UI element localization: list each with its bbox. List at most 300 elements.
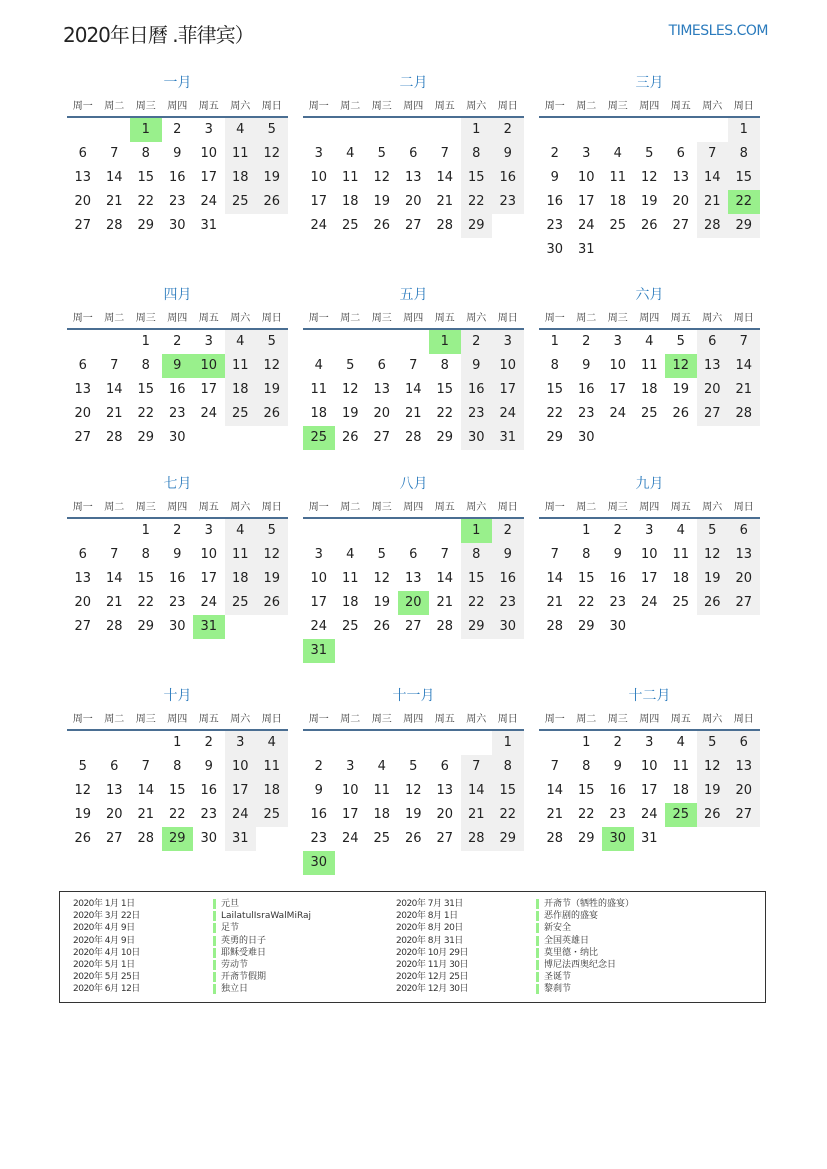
day-cell: 4 <box>314 358 323 373</box>
day-cell: 20 <box>105 807 123 822</box>
day-cell: 24 <box>200 406 218 421</box>
weekday-header: 周一 <box>544 101 565 112</box>
legend-holiday-name: 莫里德・纳比 <box>544 947 599 958</box>
day-cell: 4 <box>346 547 355 562</box>
day-cell: 11 <box>310 382 328 397</box>
legend-date: 2020年 5月 25日 <box>73 972 140 983</box>
holiday-day-cell: 1 <box>429 330 461 354</box>
weekday-header: 周日 <box>733 101 754 112</box>
holiday-day-cell: 31 <box>303 639 335 663</box>
legend-holiday-name: 独立日 <box>221 984 249 995</box>
legend-marker <box>536 960 539 970</box>
day-cell: 30 <box>609 619 627 634</box>
holiday-day-cell: 31 <box>193 615 225 639</box>
legend-marker <box>213 960 216 970</box>
day-cell: 11 <box>672 547 690 562</box>
weekday-header: 周五 <box>670 101 691 112</box>
day-cell: 3 <box>613 334 622 349</box>
day-cell: 9 <box>314 783 323 798</box>
day-cell: 25 <box>225 190 257 214</box>
day-cell: 27 <box>728 591 760 615</box>
day-cell: 4 <box>346 146 355 161</box>
day-cell: 9 <box>492 142 524 166</box>
weekday-header: 周四 <box>639 502 660 513</box>
day-cell: 5 <box>78 759 87 774</box>
day-cell: 9 <box>613 759 622 774</box>
day-cell: 29 <box>137 619 155 634</box>
day-cell: 20 <box>697 378 729 402</box>
day-cell: 22 <box>492 803 524 827</box>
day-cell: 28 <box>728 402 760 426</box>
day-cell: 11 <box>225 142 257 166</box>
day-cell: 19 <box>256 567 288 591</box>
day-cell: 30 <box>461 426 493 450</box>
legend-marker <box>213 911 216 921</box>
day-cell: 18 <box>609 194 627 209</box>
weekday-header: 周三 <box>607 714 628 725</box>
holiday-day-cell: 12 <box>665 354 697 378</box>
legend-date: 2020年 12月 30日 <box>396 984 469 995</box>
legend-date: 2020年 8月 1日 <box>396 911 458 922</box>
day-cell: 1 <box>461 118 493 142</box>
month-block <box>539 71 760 281</box>
day-cell: 26 <box>341 430 359 445</box>
legend-marker <box>536 936 539 946</box>
month-block <box>539 472 760 682</box>
day-cell: 16 <box>168 571 186 586</box>
day-cell: 4 <box>676 735 685 750</box>
weekday-header: 周一 <box>308 313 329 324</box>
day-cell: 6 <box>78 358 87 373</box>
weekday-header: 周三 <box>371 502 392 513</box>
day-cell: 28 <box>137 831 155 846</box>
day-cell: 15 <box>577 571 595 586</box>
holiday-day-cell: 25 <box>303 426 335 450</box>
day-cell: 27 <box>404 619 422 634</box>
day-cell: 20 <box>74 194 92 209</box>
day-cell: 13 <box>697 354 729 378</box>
weekday-header: 周四 <box>403 714 424 725</box>
day-cell: 26 <box>256 402 288 426</box>
day-cell: 8 <box>141 146 150 161</box>
day-cell: 11 <box>225 354 257 378</box>
day-cell: 4 <box>256 731 288 755</box>
weekday-header: 周四 <box>403 101 424 112</box>
day-cell: 14 <box>137 783 155 798</box>
weekday-header: 周日 <box>261 502 282 513</box>
day-cell: 11 <box>225 543 257 567</box>
day-cell: 28 <box>105 218 123 233</box>
holiday-day-cell: 9 <box>162 354 194 378</box>
day-cell: 23 <box>609 595 627 610</box>
day-cell: 12 <box>256 354 288 378</box>
day-cell: 7 <box>409 358 418 373</box>
weekday-header: 周五 <box>434 502 455 513</box>
day-cell: 4 <box>676 523 685 538</box>
day-cell: 13 <box>728 755 760 779</box>
day-cell: 7 <box>728 330 760 354</box>
weekday-header: 周日 <box>497 714 518 725</box>
day-cell: 12 <box>640 170 658 185</box>
day-cell: 10 <box>492 354 524 378</box>
weekday-header: 周二 <box>576 101 597 112</box>
legend-holiday-name: 博尼法西奥纪念日 <box>544 959 617 970</box>
day-cell: 12 <box>74 783 92 798</box>
day-cell: 14 <box>546 571 564 586</box>
weekday-header: 周六 <box>702 714 723 725</box>
day-cell: 21 <box>105 406 123 421</box>
day-cell: 15 <box>168 783 186 798</box>
day-cell: 25 <box>225 591 257 615</box>
day-cell: 23 <box>609 807 627 822</box>
legend-holiday-name: 英勇的日子 <box>221 935 267 946</box>
day-cell: 8 <box>550 358 559 373</box>
weekday-header: 周一 <box>72 313 93 324</box>
legend-holiday-name: 劳动节 <box>221 959 249 970</box>
weekday-header: 周日 <box>261 313 282 324</box>
day-cell: 16 <box>492 166 524 190</box>
holiday-day-cell: 1 <box>130 118 162 142</box>
header-rule <box>539 116 760 118</box>
day-cell: 9 <box>173 547 182 562</box>
day-cell: 8 <box>141 358 150 373</box>
day-cell: 11 <box>256 755 288 779</box>
day-cell: 12 <box>373 571 391 586</box>
month-name: 三月 <box>635 75 664 91</box>
weekday-header: 周二 <box>576 313 597 324</box>
legend-holiday-name: 新安全 <box>544 923 572 934</box>
weekday-header: 周二 <box>104 502 125 513</box>
day-cell: 21 <box>546 807 564 822</box>
day-cell: 5 <box>697 731 729 755</box>
day-cell: 18 <box>640 382 658 397</box>
legend-marker <box>536 948 539 958</box>
month-name: 五月 <box>399 287 428 303</box>
day-cell: 22 <box>461 591 493 615</box>
day-cell: 19 <box>672 382 690 397</box>
day-cell: 5 <box>256 330 288 354</box>
day-cell: 7 <box>550 547 559 562</box>
day-cell: 26 <box>697 591 729 615</box>
day-cell: 22 <box>137 194 155 209</box>
day-cell: 13 <box>404 571 422 586</box>
legend-holiday-name: LailatulIsraWalMiRaj <box>221 911 312 922</box>
day-cell: 16 <box>200 783 218 798</box>
weekday-header: 周二 <box>576 714 597 725</box>
day-cell: 27 <box>697 402 729 426</box>
holiday-legend <box>59 891 766 1003</box>
day-cell: 15 <box>461 166 493 190</box>
day-cell: 8 <box>728 142 760 166</box>
weekday-header: 周五 <box>434 313 455 324</box>
day-cell: 13 <box>74 170 92 185</box>
day-cell: 4 <box>645 334 654 349</box>
month-name: 七月 <box>163 476 192 492</box>
day-cell: 8 <box>461 543 493 567</box>
day-cell: 23 <box>546 218 564 233</box>
day-cell: 9 <box>613 547 622 562</box>
weekday-header: 周六 <box>230 502 251 513</box>
day-cell: 27 <box>728 803 760 827</box>
day-cell: 28 <box>105 430 123 445</box>
weekday-header: 周日 <box>497 101 518 112</box>
legend-marker <box>536 984 539 994</box>
holiday-day-cell: 30 <box>602 827 634 851</box>
day-cell: 28 <box>461 827 493 851</box>
day-cell: 27 <box>404 218 422 233</box>
day-cell: 30 <box>492 615 524 639</box>
weekday-header: 周二 <box>340 714 361 725</box>
day-cell: 30 <box>168 218 186 233</box>
day-cell: 20 <box>728 567 760 591</box>
day-cell: 9 <box>173 146 182 161</box>
day-cell: 11 <box>640 358 658 373</box>
day-cell: 3 <box>314 146 323 161</box>
day-cell: 29 <box>728 214 760 238</box>
day-cell: 13 <box>728 543 760 567</box>
legend-date: 2020年 4月 9日 <box>73 935 135 946</box>
legend-date: 2020年 11月 30日 <box>396 959 469 970</box>
weekday-header: 周日 <box>261 714 282 725</box>
legend-holiday-name: 恶作剧的盛宴 <box>544 911 599 922</box>
day-cell: 16 <box>310 807 328 822</box>
day-cell: 6 <box>377 358 386 373</box>
day-cell: 22 <box>137 406 155 421</box>
holiday-day-cell: 30 <box>303 851 335 875</box>
day-cell: 19 <box>404 807 422 822</box>
weekday-header: 周二 <box>104 714 125 725</box>
day-cell: 4 <box>225 330 257 354</box>
day-cell: 1 <box>582 735 591 750</box>
day-cell: 6 <box>697 330 729 354</box>
day-cell: 23 <box>492 591 524 615</box>
day-cell: 18 <box>225 166 257 190</box>
legend-marker <box>536 923 539 933</box>
day-cell: 14 <box>436 170 454 185</box>
weekday-header: 周六 <box>230 101 251 112</box>
weekday-header: 周三 <box>371 714 392 725</box>
day-cell: 28 <box>546 831 564 846</box>
legend-holiday-name: 耶稣受难日 <box>221 947 267 958</box>
day-cell: 29 <box>577 619 595 634</box>
day-cell: 20 <box>436 807 454 822</box>
day-cell: 27 <box>74 218 92 233</box>
month-block <box>67 684 288 894</box>
day-cell: 21 <box>697 190 729 214</box>
day-cell: 12 <box>697 543 729 567</box>
day-cell: 18 <box>672 783 690 798</box>
weekday-header: 周三 <box>135 502 156 513</box>
holiday-day-cell: 10 <box>193 354 225 378</box>
day-cell: 16 <box>577 382 595 397</box>
day-cell: 21 <box>105 194 123 209</box>
day-cell: 25 <box>341 218 359 233</box>
day-cell: 28 <box>404 430 422 445</box>
day-cell: 23 <box>168 406 186 421</box>
legend-date: 2020年 6月 12日 <box>73 984 140 995</box>
day-cell: 7 <box>110 547 119 562</box>
day-cell: 6 <box>110 759 119 774</box>
day-cell: 17 <box>609 382 627 397</box>
day-cell: 10 <box>310 571 328 586</box>
day-cell: 12 <box>256 543 288 567</box>
day-cell: 9 <box>582 358 591 373</box>
month-name: 一月 <box>163 75 192 91</box>
day-cell: 16 <box>609 783 627 798</box>
day-cell: 24 <box>341 831 359 846</box>
legend-holiday-name: 元旦 <box>221 899 240 909</box>
day-cell: 26 <box>373 218 391 233</box>
legend-holiday-name: 开斋节（牺牲的盛宴） <box>544 899 635 909</box>
legend-holiday-name: 足节 <box>221 923 240 934</box>
day-cell: 5 <box>377 547 386 562</box>
day-cell: 7 <box>110 358 119 373</box>
day-cell: 31 <box>225 827 257 851</box>
day-cell: 18 <box>256 779 288 803</box>
day-cell: 3 <box>204 334 213 349</box>
day-cell: 21 <box>137 807 155 822</box>
day-cell: 6 <box>409 146 418 161</box>
day-cell: 29 <box>436 430 454 445</box>
weekday-header: 周四 <box>403 502 424 513</box>
day-cell: 8 <box>582 547 591 562</box>
weekday-header: 周日 <box>497 502 518 513</box>
weekday-header: 周二 <box>576 502 597 513</box>
day-cell: 5 <box>346 358 355 373</box>
weekday-header: 周二 <box>104 101 125 112</box>
day-cell: 12 <box>256 142 288 166</box>
weekday-header: 周一 <box>72 101 93 112</box>
day-cell: 14 <box>436 571 454 586</box>
day-cell: 18 <box>341 595 359 610</box>
day-cell: 12 <box>697 755 729 779</box>
day-cell: 22 <box>137 595 155 610</box>
day-cell: 10 <box>341 783 359 798</box>
weekday-header: 周五 <box>434 101 455 112</box>
legend-marker <box>213 984 216 994</box>
day-cell: 2 <box>550 146 559 161</box>
day-cell: 19 <box>373 194 391 209</box>
day-cell: 14 <box>728 354 760 378</box>
day-cell: 11 <box>341 170 359 185</box>
month-block <box>67 71 288 281</box>
day-cell: 18 <box>373 807 391 822</box>
day-cell: 1 <box>141 334 150 349</box>
day-cell: 27 <box>373 430 391 445</box>
day-cell: 2 <box>492 519 524 543</box>
site-link[interactable]: TIMESLES.COM <box>668 23 768 39</box>
day-cell: 3 <box>645 735 654 750</box>
day-cell: 26 <box>373 619 391 634</box>
day-cell: 15 <box>137 382 155 397</box>
weekday-header: 周五 <box>670 714 691 725</box>
weekday-header: 周一 <box>308 502 329 513</box>
day-cell: 4 <box>613 146 622 161</box>
day-cell: 14 <box>546 783 564 798</box>
day-cell: 21 <box>404 406 422 421</box>
day-cell: 2 <box>173 122 182 137</box>
day-cell: 14 <box>461 779 493 803</box>
month-block <box>303 283 524 493</box>
day-cell: 7 <box>461 755 493 779</box>
weekday-header: 周三 <box>607 502 628 513</box>
day-cell: 21 <box>461 803 493 827</box>
day-cell: 27 <box>672 218 690 233</box>
day-cell: 26 <box>640 218 658 233</box>
weekday-header: 周四 <box>167 714 188 725</box>
day-cell: 26 <box>404 831 422 846</box>
day-cell: 29 <box>577 831 595 846</box>
month-block <box>539 684 760 894</box>
weekday-header: 周六 <box>702 502 723 513</box>
weekday-header: 周三 <box>135 313 156 324</box>
month-block <box>303 684 524 894</box>
day-cell: 1 <box>141 523 150 538</box>
day-cell: 13 <box>74 382 92 397</box>
legend-marker <box>213 948 216 958</box>
month-name: 十二月 <box>628 688 671 704</box>
weekday-header: 周一 <box>544 313 565 324</box>
day-cell: 16 <box>609 571 627 586</box>
day-cell: 22 <box>577 595 595 610</box>
day-cell: 1 <box>728 118 760 142</box>
day-cell: 3 <box>225 731 257 755</box>
day-cell: 6 <box>409 547 418 562</box>
day-cell: 24 <box>310 619 328 634</box>
day-cell: 12 <box>341 382 359 397</box>
day-cell: 21 <box>436 194 454 209</box>
weekday-header: 周一 <box>308 714 329 725</box>
month-block <box>303 472 524 682</box>
day-cell: 11 <box>341 571 359 586</box>
day-cell: 6 <box>728 731 760 755</box>
legend-marker <box>213 923 216 933</box>
month-name: 十一月 <box>392 688 435 704</box>
day-cell: 22 <box>546 406 564 421</box>
day-cell: 30 <box>168 430 186 445</box>
weekday-header: 周五 <box>198 101 219 112</box>
day-cell: 23 <box>577 406 595 421</box>
day-cell: 17 <box>640 571 658 586</box>
day-cell: 19 <box>256 166 288 190</box>
day-cell: 16 <box>168 382 186 397</box>
day-cell: 17 <box>310 194 328 209</box>
weekday-header: 周六 <box>702 313 723 324</box>
weekday-header: 周二 <box>340 101 361 112</box>
day-cell: 13 <box>404 170 422 185</box>
day-cell: 24 <box>200 595 218 610</box>
legend-date: 2020年 8月 31日 <box>396 935 463 946</box>
day-cell: 20 <box>373 406 391 421</box>
weekday-header: 周四 <box>167 101 188 112</box>
month-block <box>539 283 760 493</box>
holiday-day-cell: 22 <box>728 190 760 214</box>
day-cell: 19 <box>74 807 92 822</box>
day-cell: 25 <box>225 402 257 426</box>
weekday-header: 周五 <box>198 502 219 513</box>
day-cell: 17 <box>640 783 658 798</box>
month-name: 二月 <box>399 75 428 91</box>
month-name: 六月 <box>635 287 664 303</box>
day-cell: 14 <box>105 170 123 185</box>
day-cell: 2 <box>314 759 323 774</box>
weekday-header: 周六 <box>466 101 487 112</box>
day-cell: 17 <box>200 170 218 185</box>
day-cell: 27 <box>436 831 454 846</box>
day-cell: 20 <box>728 779 760 803</box>
day-cell: 13 <box>672 170 690 185</box>
day-cell: 6 <box>78 547 87 562</box>
